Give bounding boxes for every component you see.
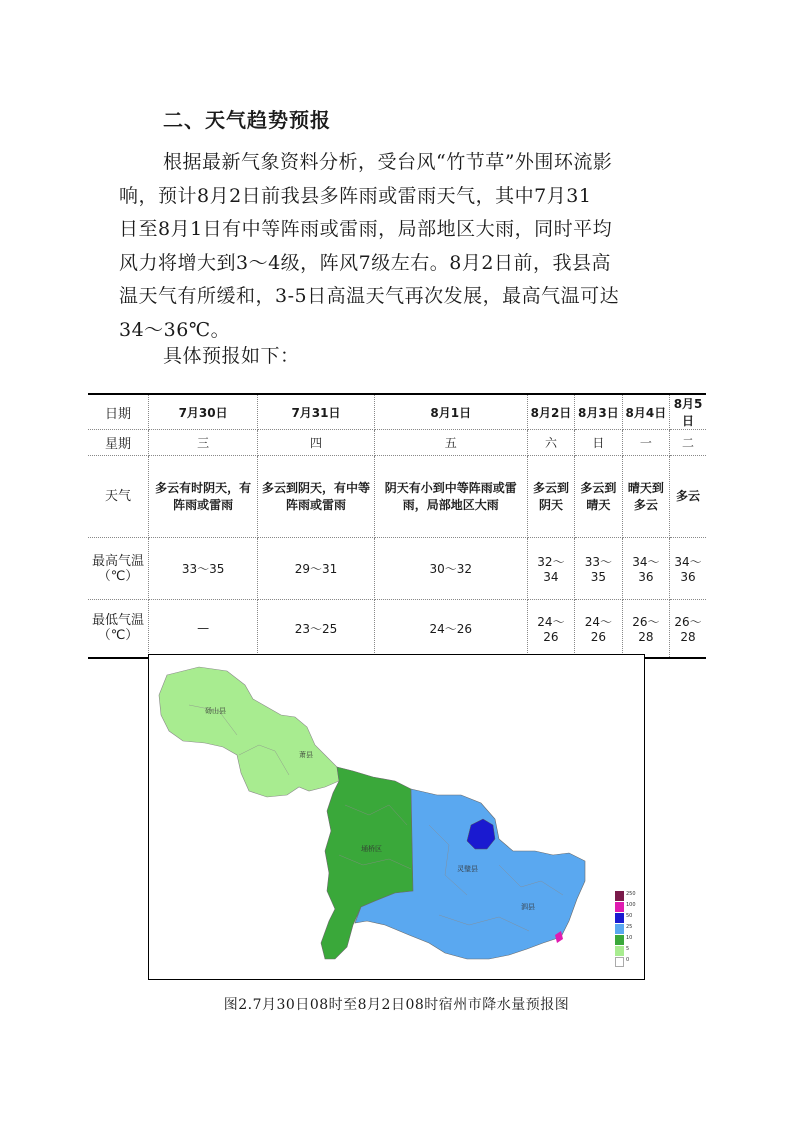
paragraph-line: 根据最新气象资料分析，受台风“竹节草”外围环流影 <box>163 151 613 173</box>
forecast-table <box>88 393 706 659</box>
table-row-date <box>88 394 706 430</box>
legend-swatch <box>615 891 624 901</box>
tmin-cell: 24～26 <box>374 600 527 658</box>
tmax-cell: 32～34 <box>527 538 574 600</box>
paragraph-line: 34～36℃。 <box>119 318 231 341</box>
legend-swatch <box>615 957 624 967</box>
row-label-tmax: 最高气温（℃） <box>88 538 149 600</box>
paragraph-intro: 具体预报如下： <box>163 345 300 367</box>
paragraph-line: 日至8月1日有中等阵雨或雷雨，局部地区大雨，同时平均 <box>119 218 613 240</box>
date-cell: 8月1日 <box>374 394 527 430</box>
tmax-cell: 34～36 <box>670 538 706 600</box>
tmin-cell: 26～28 <box>622 600 669 658</box>
paragraph-line: 风力将增大到3～4级，阵风7级左右。8月2日前，我县高 <box>119 251 611 274</box>
county-label: 灵璧县 <box>457 865 478 873</box>
section-title: 二、天气趋势预报 <box>163 108 331 132</box>
tmin-cell: — <box>149 600 258 658</box>
weather-cell: 多云 <box>670 456 706 538</box>
row-label-weekday: 星期 <box>88 430 149 456</box>
tmin-cell: 24～26 <box>575 600 622 658</box>
legend-label: 100 <box>626 902 636 908</box>
weather-cell: 多云到阴天 <box>527 456 574 538</box>
legend-label: 25 <box>626 924 633 930</box>
tmax-cell: 33～35 <box>575 538 622 600</box>
tmin-cell: 23～25 <box>258 600 375 658</box>
tmin-cell: 24～26 <box>527 600 574 658</box>
weekday-cell: 三 <box>149 430 258 456</box>
weekday-cell: 五 <box>374 430 527 456</box>
weekday-cell: 四 <box>258 430 375 456</box>
precipitation-map-graphic <box>149 655 643 978</box>
figure-caption: 图2.7月30日08时至8月2日08时宿州市降水量预报图 <box>223 997 570 1013</box>
legend-swatch <box>615 924 624 934</box>
county-label: 泗县 <box>521 903 535 911</box>
tmin-cell: 26～28 <box>670 600 706 658</box>
row-label-weather: 天气 <box>88 456 149 538</box>
legend-label: 5 <box>626 946 630 952</box>
table-row-weekday <box>88 430 706 456</box>
map-region-light-green <box>159 667 339 797</box>
legend-swatch <box>615 902 624 912</box>
date-cell: 8月2日 <box>527 394 574 430</box>
weather-cell: 多云到晴天 <box>575 456 622 538</box>
table-row-tmin <box>88 600 706 658</box>
paragraph-line: 响，预计8月2日前我县多阵雨或雷雨天气，其中7月31 <box>119 184 592 207</box>
tmax-cell: 29～31 <box>258 538 375 600</box>
date-cell: 8月3日 <box>575 394 622 430</box>
precipitation-map <box>148 654 645 980</box>
weekday-cell: 二 <box>670 430 706 456</box>
date-cell: 8月4日 <box>622 394 669 430</box>
weather-cell: 多云有时阴天，有阵雨或雷雨 <box>149 456 258 538</box>
weather-cell: 晴天到多云 <box>622 456 669 538</box>
tmax-cell: 33～35 <box>149 538 258 600</box>
row-label-tmin: 最低气温（℃） <box>88 600 149 658</box>
legend-label: 0 <box>626 957 630 963</box>
legend-swatch <box>615 935 624 945</box>
county-label: 砀山县 <box>205 707 226 715</box>
weather-cell: 多云到阴天，有中等阵雨或雷雨 <box>258 456 375 538</box>
weekday-cell: 六 <box>527 430 574 456</box>
table-row-weather <box>88 456 706 538</box>
weekday-cell: 日 <box>575 430 622 456</box>
paragraph-forecast-summary <box>119 146 689 347</box>
paragraph-line: 温天气有所缓和，3-5日高温天气再次发展，最高气温可达 <box>119 285 620 307</box>
county-label: 萧县 <box>299 751 313 759</box>
weather-cell: 阴天有小到中等阵雨或雷雨，局部地区大雨 <box>374 456 527 538</box>
legend-label: 250 <box>626 891 636 897</box>
legend-swatch <box>615 946 624 956</box>
legend-swatch <box>615 913 624 923</box>
county-label: 埇桥区 <box>361 845 382 853</box>
tmax-cell: 34～36 <box>622 538 669 600</box>
map-legend <box>615 891 641 968</box>
legend-label: 50 <box>626 913 633 919</box>
date-cell: 7月31日 <box>258 394 375 430</box>
date-cell: 7月30日 <box>149 394 258 430</box>
tmax-cell: 30～32 <box>374 538 527 600</box>
row-label-date: 日期 <box>88 394 149 430</box>
weekday-cell: 一 <box>622 430 669 456</box>
date-cell: 8月5日 <box>670 394 706 430</box>
legend-label: 10 <box>626 935 633 941</box>
table-row-tmax <box>88 538 706 600</box>
